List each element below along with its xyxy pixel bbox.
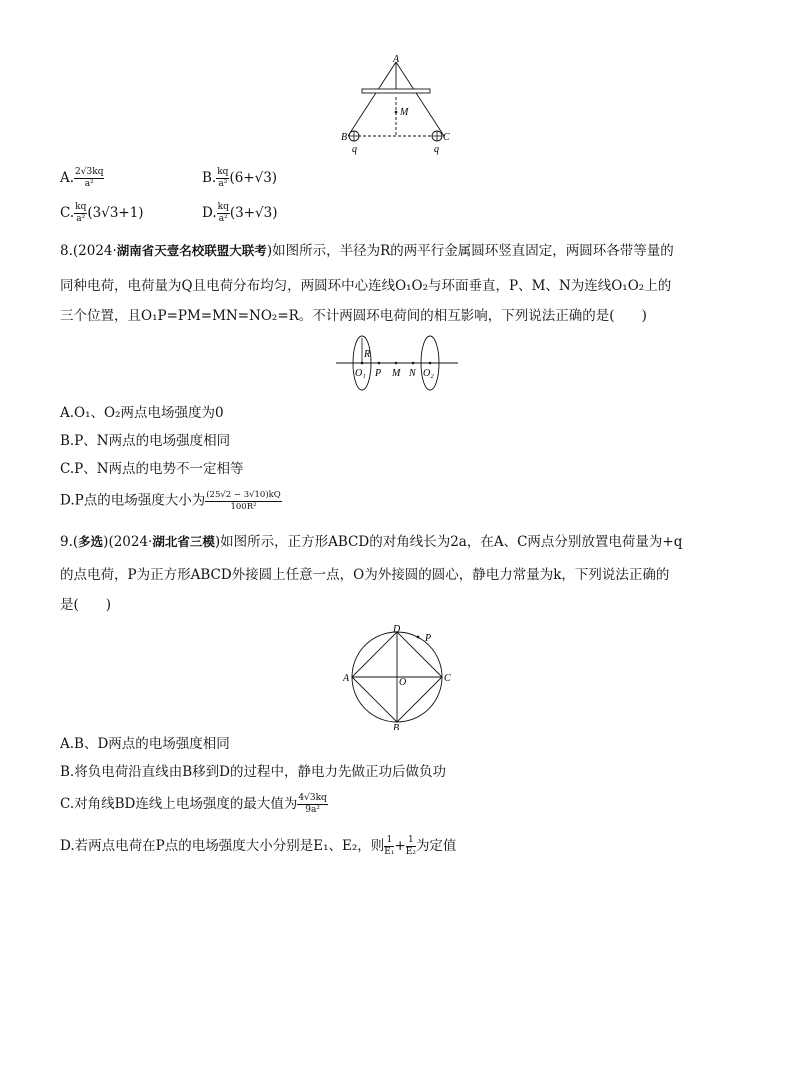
label-b: B xyxy=(393,723,400,730)
q8-stem-line3: 三个位置，且O₁P=PM=MN=NO₂=R。不计两圆环电荷间的相互影响，下列说法正确的是( ) xyxy=(60,308,647,324)
label-a: A xyxy=(343,673,350,684)
q7-option-d: D. $\frac{kq}{\text{a²}}$ (3+√3) xyxy=(202,202,278,224)
point-n xyxy=(412,362,415,365)
q8-option-b: B.P、N两点的电场强度相同 xyxy=(60,433,231,449)
label-m: M xyxy=(392,368,401,379)
q9-option-d: D.若两点电荷在P点的电场强度大小分别是E₁、E₂，则 $\frac{1}{\text{E₁}}$ + $\frac{1}{\text{E₂}}$ 为定值 xyxy=(60,835,457,857)
point-m xyxy=(395,111,398,114)
q9-stem-line3: 是( ) xyxy=(60,597,112,613)
horizontal-rod xyxy=(362,89,430,93)
label-o2: O₂ xyxy=(423,368,434,379)
label-p: P xyxy=(425,633,432,644)
figure-triangle-charges xyxy=(330,52,470,157)
q9-stem-line2: 的点电荷，P为正方形ABCD外接圆上任意一点，O为外接圆的圆心，静电力常量为k，下列说法正确的 xyxy=(60,567,670,583)
line-a-to-b-solid xyxy=(348,62,396,136)
q8-option-c: C.P、N两点的电势不一定相等 xyxy=(60,461,244,477)
line-a-to-c-solid xyxy=(396,62,444,136)
q9-stem-line1: 9.(多选)(2024·湖北省三模)如图所示，正方形ABCD的对角线长为2a，在A、C两点分别放置电荷量为+q xyxy=(60,534,683,550)
label-q-right: q xyxy=(434,144,439,155)
q8-stem-line2: 同种电荷，电荷量为Q且电荷分布均匀，两圆环中心连线O₁O₂与环面垂直，P、M、N为连线O₁O₂上的 xyxy=(60,278,672,294)
q9-option-a: A.B、D两点的电场强度相同 xyxy=(60,736,230,752)
figure-square-circle xyxy=(340,622,456,730)
point-m xyxy=(395,362,398,365)
label-d: D xyxy=(393,624,401,635)
q9-option-c: C.对角线BD连线上电场强度的最大值为 $\frac{4√3kq}{\text{9a²}}$ xyxy=(60,793,327,815)
label-p: P xyxy=(375,368,382,379)
q8-option-a: A.O₁、O₂两点电场强度为0 xyxy=(60,405,224,421)
label-r: R xyxy=(364,349,371,360)
figure-two-rings xyxy=(334,330,460,396)
q9-option-b: B.将负电荷沿直线由B移到D的过程中，静电力先做正功后做负功 xyxy=(60,764,446,780)
label-a: A xyxy=(393,54,400,65)
label-n: N xyxy=(409,368,416,379)
point-p xyxy=(378,362,381,365)
q7-option-c: C. $\frac{kq}{\text{a²}}$ (3√3+1) xyxy=(60,202,144,224)
q7-option-a: A. $\frac{2√3kq}{\text{a²}}$ xyxy=(60,167,104,189)
point-p xyxy=(417,636,420,639)
label-q-left: q xyxy=(352,144,357,155)
q7-option-b: B. $\frac{kq}{\text{a²}}$ (6+√3) xyxy=(202,167,278,189)
label-b: B xyxy=(341,132,348,143)
label-c: C xyxy=(444,673,451,684)
label-m: M xyxy=(400,107,409,118)
label-o1: O₁ xyxy=(355,368,366,379)
label-o: O xyxy=(399,677,407,688)
q8-option-d: D.P点的电场强度大小为 $\frac{(25√2 - 3√10)kQ}{\text{100R²}}$ xyxy=(60,490,281,512)
q8-stem-line1: 8.(2024·湖南省天壹名校联盟大联考)如图所示，半径为R的两平行金属圆环竖直固定，两圆环各带等量的 xyxy=(60,243,674,259)
label-c: C xyxy=(443,132,450,143)
